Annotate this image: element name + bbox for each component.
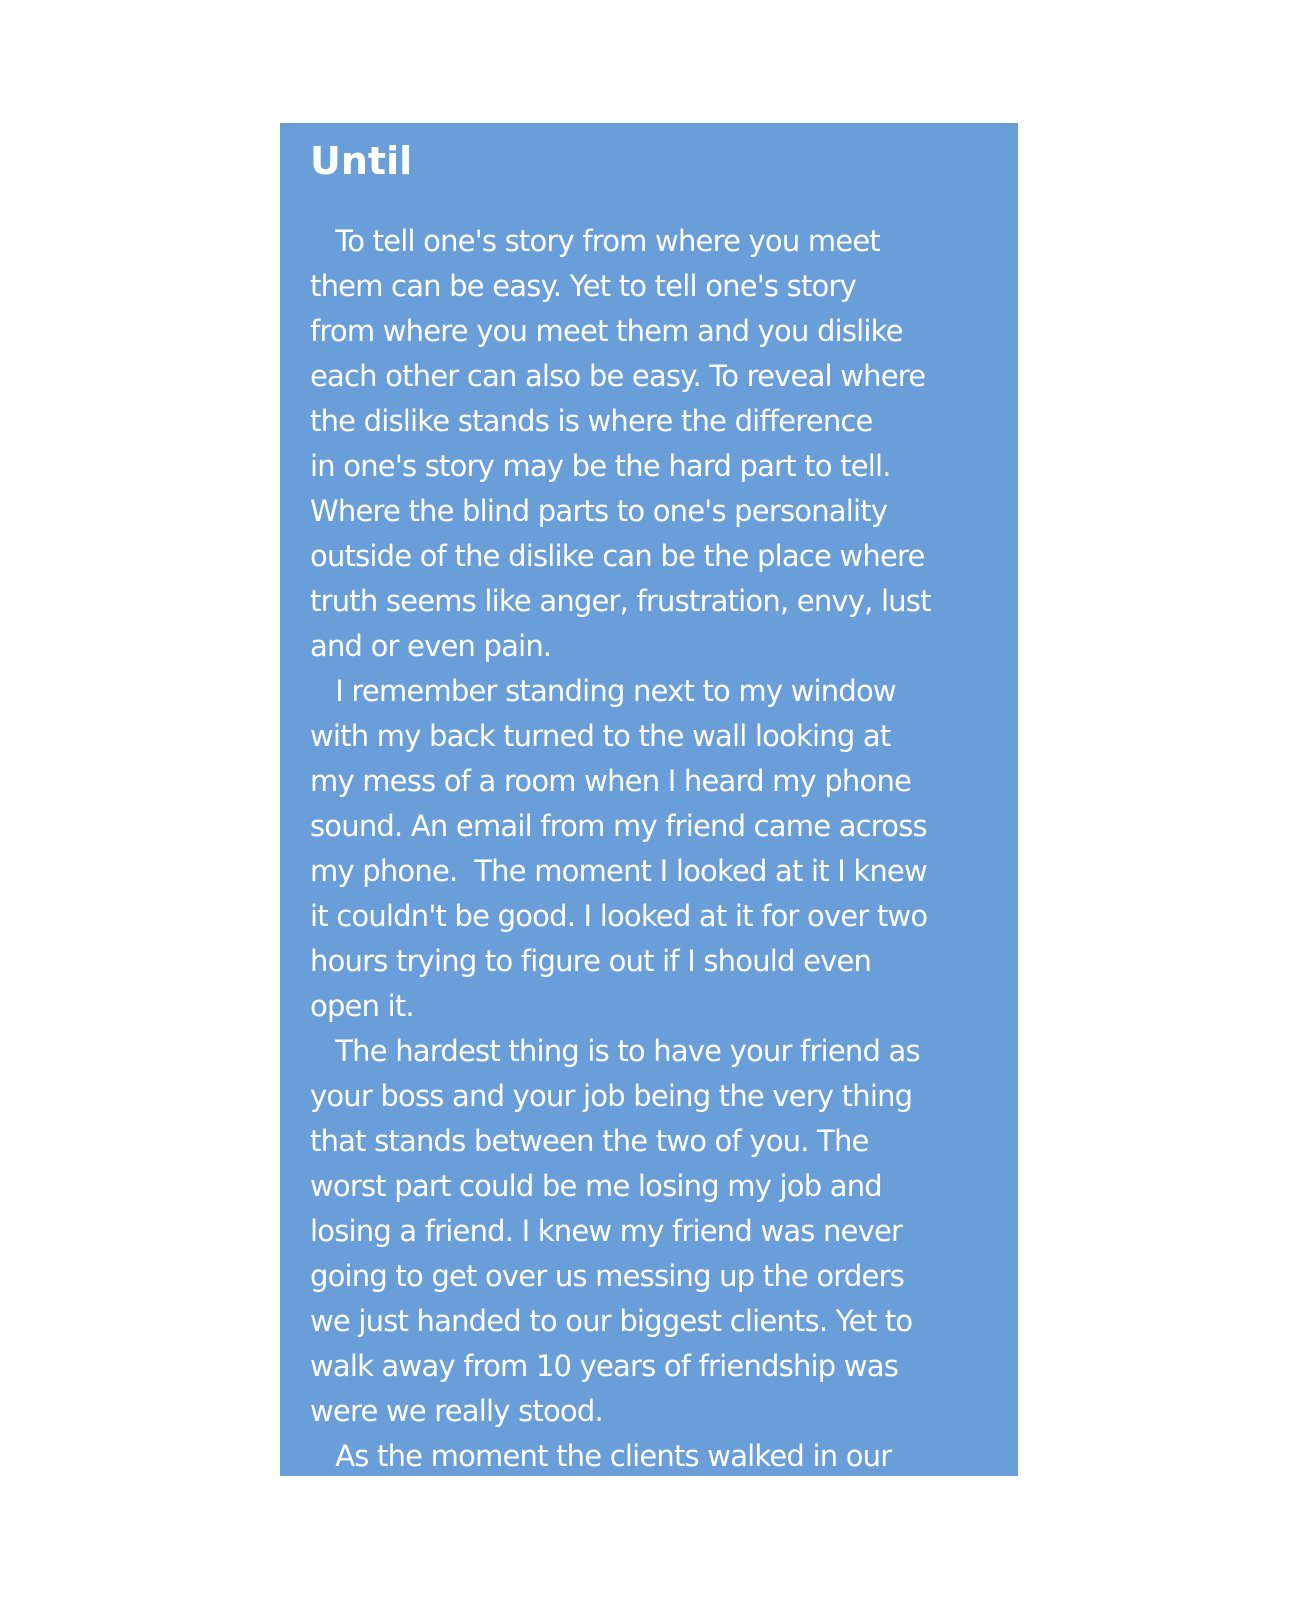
story-line: each other can also be easy. To reveal where <box>310 359 926 393</box>
story-title: Until <box>310 139 413 183</box>
story-body <box>310 219 988 1476</box>
story-line: I remember standing next to my window <box>310 674 896 708</box>
story-line: my mess of a room when I heard my phone <box>310 764 912 798</box>
story-line: in one's story may be the hard part to tell. <box>310 449 891 483</box>
story-line: To tell one's story from where you meet <box>310 224 880 258</box>
story-line: worst part could be me losing my job and <box>310 1169 882 1203</box>
story-line: outside of the dislike can be the place where <box>310 539 925 573</box>
story-line: sound. An email from my friend came across <box>310 809 927 843</box>
story-line: hours trying to figure out if I should even <box>310 944 872 978</box>
story-line: and or even pain. <box>310 629 552 663</box>
story-line: open it. <box>310 989 414 1023</box>
story-line: your boss and your job being the very thing <box>310 1079 913 1113</box>
story-line: losing a friend. I knew my friend was never <box>310 1214 903 1248</box>
story-line: from where you meet them and you dislike <box>310 314 903 348</box>
story-line: my phone. The moment I looked at it I knew <box>310 854 927 888</box>
story-line: we just handed to our biggest clients. Yet to <box>310 1304 913 1338</box>
story-line: were we really stood. <box>310 1394 603 1428</box>
story-line: the dislike stands is where the difference <box>310 404 873 438</box>
story-line: walk away from 10 years of friendship was <box>310 1349 899 1383</box>
story-line: truth seems like anger, frustration, envy, lust <box>310 584 931 618</box>
story-line: going to get over us messing up the orders <box>310 1259 905 1293</box>
story-line: them can be easy. Yet to tell one's story <box>310 269 856 303</box>
story-line: Where the blind parts to one's personality <box>310 494 888 528</box>
story-line: it couldn't be good. I looked at it for over two <box>310 899 928 933</box>
story-line: that stands between the two of you. The <box>310 1124 869 1158</box>
story-line: The hardest thing is to have your friend as <box>310 1034 920 1068</box>
story-card <box>280 123 1018 1476</box>
story-line: with my back turned to the wall looking at <box>310 719 891 753</box>
story-line: As the moment the clients walked in our <box>310 1439 892 1473</box>
